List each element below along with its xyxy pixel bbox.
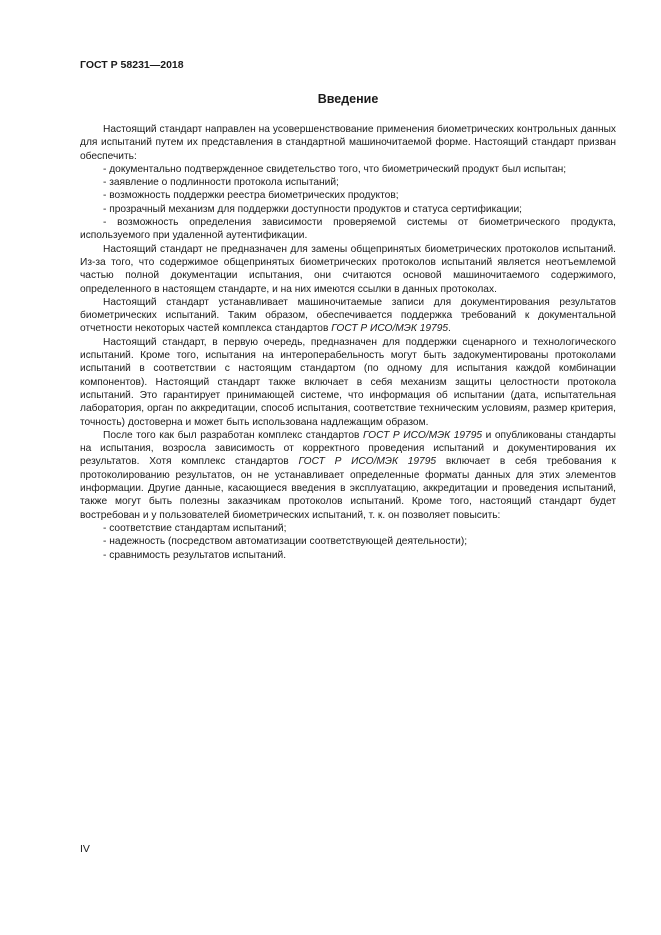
standard-reference: ГОСТ Р ИСО/МЭК 19795 [362,429,483,441]
list-item: - документально подтвержденное свидетельство того, что биометрический продукт был испытан; [103,163,567,175]
paragraph-background [80,429,616,522]
standard-reference: ГОСТ Р ИСО/МЭК 19795 [331,323,449,335]
list-item: - возможность определения зависимости проверяемой системы от биометрического продукта, используемого при удаленной аутентификации. [80,217,616,242]
paragraph-records [80,296,616,336]
list-item: - сравнимость результатов испытаний. [103,549,287,561]
document-header: ГОСТ Р 58231—2018 [80,59,184,71]
paragraph-testing: Настоящий стандарт, в первую очередь, предназначен для поддержки сценарного и технологического испытаний. Кроме того, испытания на интероперабельность могут быть задокументированы протоколами испытаний в соответствии с настоящим стандартом (по одному для испытания каждой комбинации компонентов). Настоящий стандарт также включает в себя механизм защиты целостности протокола испытаний. Это гарантирует принимающей системе, что информация об испытании (дата, испытательная лаборатория, орган по аккредитации, способ испытания, соответствие техническим условиям, размер критерия, точность) достоверна и может быть использована надлежащим образом. [80,336,616,428]
document-body [80,123,616,562]
standard-reference: ГОСТ Р ИСО/МЭК 19795 [298,456,437,468]
text-run: и опубликованы стандарты на испытания, возросла зависимость от корректного проведения испытаний и документирования их результатов. Хотя комплекс стандартов [80,429,616,468]
text-run: включает в себя требования к протоколированию результатов, он не устанавливает определенные форматы данных для этих элементов информации. Другие данные, касающиеся введения в эксплуатацию, аккредитации и проведения испытаний, также могут быть полезны заказчикам протоколов испытаний. Кроме того, настоящий стандарт будет востребован и у пользователей биометрических испытаний, т. к. он позволяет повысить: [80,456,616,521]
list-item: - прозрачный механизм для поддержки доступности продуктов и статуса сертификации; [103,203,522,215]
paragraph-scope-limit: Настоящий стандарт не предназначен для замены общепринятых биометрических протоколов испытаний. Из-за того, что содержимое общепринятых биометрических протоколов испытаний является неотъемлемой частью полной документации испытания, они считаются основой машиночитаемого содержимого, определенного в настоящем стандарте, и на них имеются ссылки в данных протоколах. [80,243,616,295]
list-item: - заявление о подлинности протокола испытаний; [103,177,339,189]
text-run: Настоящий стандарт устанавливает машиночитаемые записи для документирования результатов биометрических испытаний. Таким образом, обеспечивается поддержка требований к документальной отчетности некоторых частей комплекса стандартов [80,296,616,335]
text-run: . [448,323,451,335]
text-run: После того как был разработан комплекс стандартов [103,429,363,441]
list-item: - соответствие стандартам испытаний; [103,522,287,534]
page-number: IV [80,843,90,855]
paragraph-purpose: Настоящий стандарт направлен на усовершенствование применения биометрических контрольных данных для испытаний путем их представления в стандартной машиночитаемой форме. Настоящий стандарт призван обеспечить: [80,124,616,162]
section-title: Введение [317,92,379,106]
list-item: - возможность поддержки реестра биометрических продуктов; [103,190,399,202]
list-item: - надежность (посредством автоматизации соответствующей деятельности); [103,536,468,548]
